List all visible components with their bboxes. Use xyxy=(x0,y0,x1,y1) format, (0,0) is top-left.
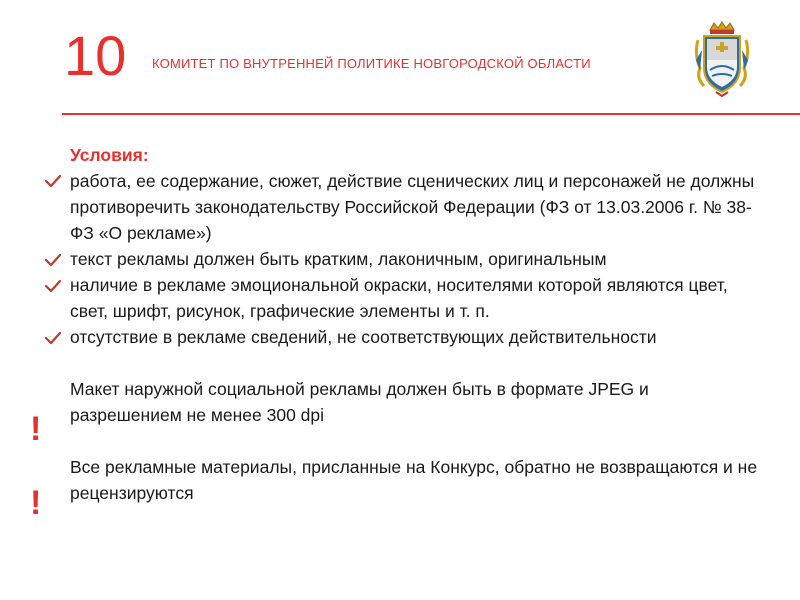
coat-of-arms-icon xyxy=(692,20,752,98)
condition-item: работа, ее содержание, сюжет, действие сценических лиц и персонажей не должны противоречить законодательству Российской Федерации (ФЗ от 13.03.2006 г. № 38-ФЗ «О рекламе») xyxy=(70,171,755,243)
condition-item: отсутствие в рекламе сведений, не соответствующих действительности xyxy=(70,327,657,347)
note-format: Макет наружной социальной рекламы должен быть в формате JPEG и разрешением не менее 300 dpi xyxy=(70,379,649,425)
spacer xyxy=(70,428,760,454)
conditions-title: Условия: xyxy=(70,145,149,165)
checkmark-icon xyxy=(44,174,62,188)
checkmark-icon xyxy=(44,253,62,267)
slide-body xyxy=(70,142,760,506)
condition-item: наличие в рекламе эмоциональной окраски, носителями которой являются цвет, свет, шрифт, рисунок, графические элементы и т. п. xyxy=(70,275,728,321)
exclamation-marker: ! xyxy=(30,484,42,522)
checkmark-icon xyxy=(44,331,62,345)
checkmark-icon xyxy=(44,279,62,293)
condition-item: текст рекламы должен быть кратким, лаконичным, оригинальным xyxy=(70,249,607,269)
slide-number: 10 xyxy=(64,24,127,87)
header-divider xyxy=(62,113,800,115)
exclamation-marker: ! xyxy=(30,410,42,448)
header-title: КОМИТЕТ ПО ВНУТРЕННЕЙ ПОЛИТИКЕ НОВГОРОДСКОЙ ОБЛАСТИ xyxy=(152,56,591,71)
spacer xyxy=(70,350,760,376)
note-return: Все рекламные материалы, присланные на Конкурс, обратно не возвращаются и не рецензируются xyxy=(70,457,758,503)
